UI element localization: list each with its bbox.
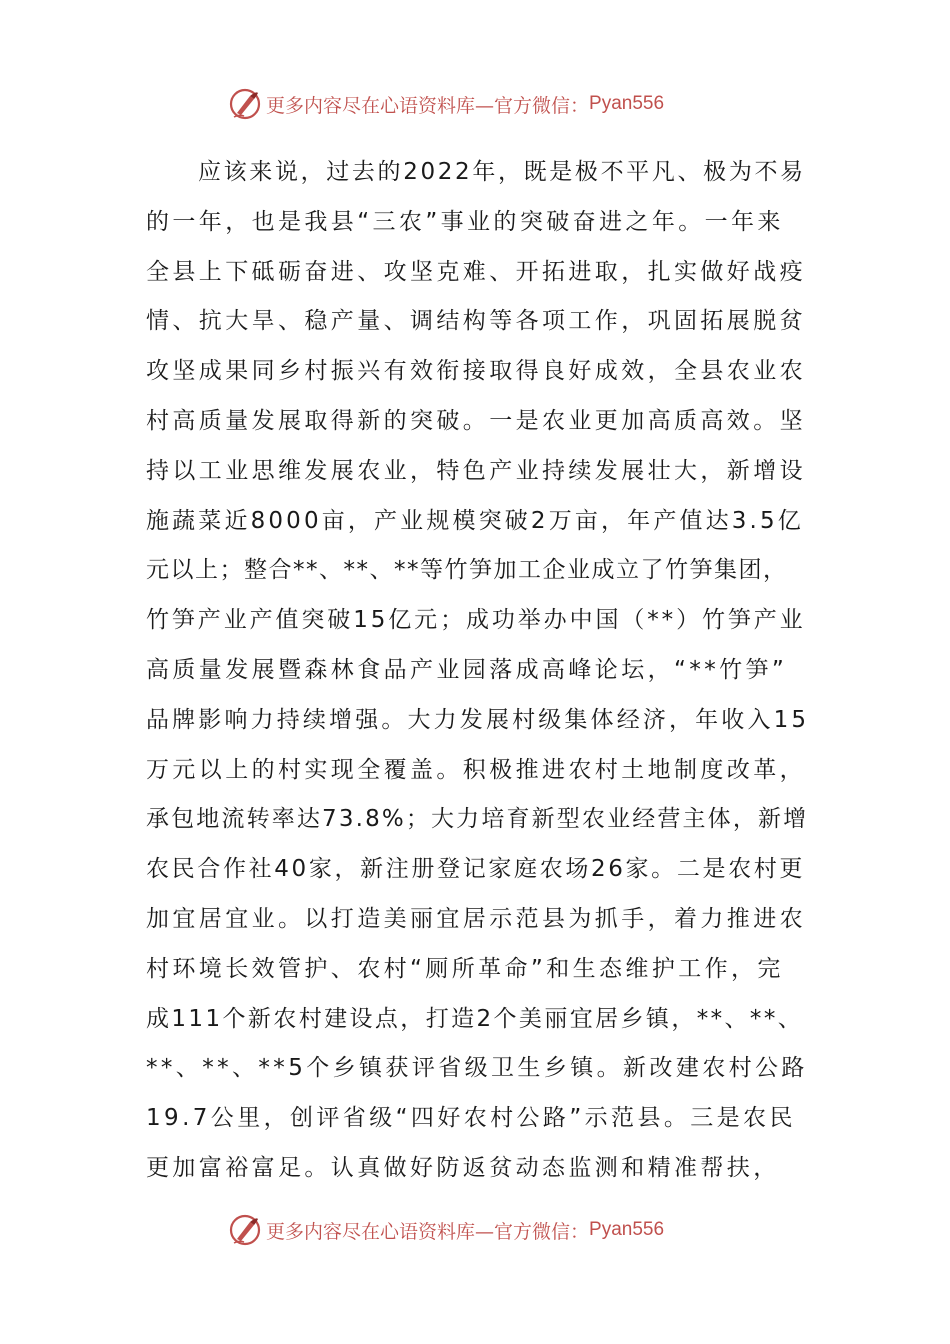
paragraph-line: 高质量发展暨森林食品产业园落成高峰论坛，“**竹笋”: [146, 656, 788, 683]
paragraph-line: 品牌影响力持续增强。大力发展村级集体经济，年收入15: [146, 706, 810, 733]
paragraph-line: 更加富裕富足。认真做好防返贫动态监测和精准帮扶，: [146, 1154, 780, 1181]
paragraph-line: 竹笋产业产值突破15亿元；成功举办中国（**）竹笋产业: [146, 607, 806, 634]
quill-pen-logo-icon: [228, 87, 262, 121]
footer-watermark: [228, 1210, 664, 1250]
watermark-wechat-id: Pyan556: [589, 1219, 665, 1240]
paragraph-line: 情、抗大旱、稳产量、调结构等各项工作，巩固拓展脱贫: [146, 308, 806, 335]
header-watermark: [228, 84, 664, 124]
paragraph-line: 元以上；整合**、**、**等竹笋加工企业成立了竹笋集团，: [146, 557, 788, 584]
paragraph-line: 成111个新农村建设点，打造2个美丽宜居乡镇，**、**、: [146, 1005, 804, 1032]
quill-pen-logo-icon: [228, 1213, 262, 1247]
paragraph-line: 村高质量发展取得新的突破。一是农业更加高质高效。坚: [146, 407, 806, 434]
paragraph-line: 攻坚成果同乡村振兴有效衔接取得良好成效，全县农业农: [146, 358, 806, 385]
paragraph-line: 持以工业思维发展农业，特色产业持续发展壮大，新增设: [146, 457, 806, 484]
watermark-text: 更多内容尽在心语资料库—官方微信：: [266, 94, 590, 117]
paragraph-line: 的一年，也是我县“三农”事业的突破奋进之年。一年来: [146, 208, 784, 235]
paragraph-line: **、**、**5个乡镇获评省级卫生乡镇。新改建农村公路: [146, 1055, 808, 1082]
paragraph-line: 全县上下砥砺奋进、攻坚克难、开拓进取，扎实做好战疫: [146, 258, 806, 285]
watermark-text: 更多内容尽在心语资料库—官方微信：: [266, 1220, 590, 1243]
paragraph-line: 施蔬菜近8000亩，产业规模突破2万亩，年产值达3.5亿: [146, 507, 804, 534]
paragraph-line: 万元以上的村实现全覆盖。积极推进农村土地制度改革，: [146, 756, 806, 783]
watermark-wechat-id: Pyan556: [589, 93, 665, 114]
paragraph-line: 承包地流转率达73.8%；大力培育新型农业经营主体，新增: [146, 806, 809, 833]
document-body: [146, 148, 808, 1194]
paragraph-line: 农民合作社40家，新注册登记家庭农场26家。二是农村更: [146, 856, 806, 883]
paragraph-line: 村环境长效管护、农村“厕所革命”和生态维护工作，完: [146, 955, 784, 982]
paragraph-line: 应该来说，过去的2022年，既是极不平凡、极为不易: [198, 159, 806, 185]
paragraph-line: 19.7公里，创评省级“四好农村公路”示范县。三是农民: [146, 1105, 796, 1132]
paragraph-line: 加宜居宜业。以打造美丽宜居示范县为抓手，着力推进农: [146, 905, 806, 932]
